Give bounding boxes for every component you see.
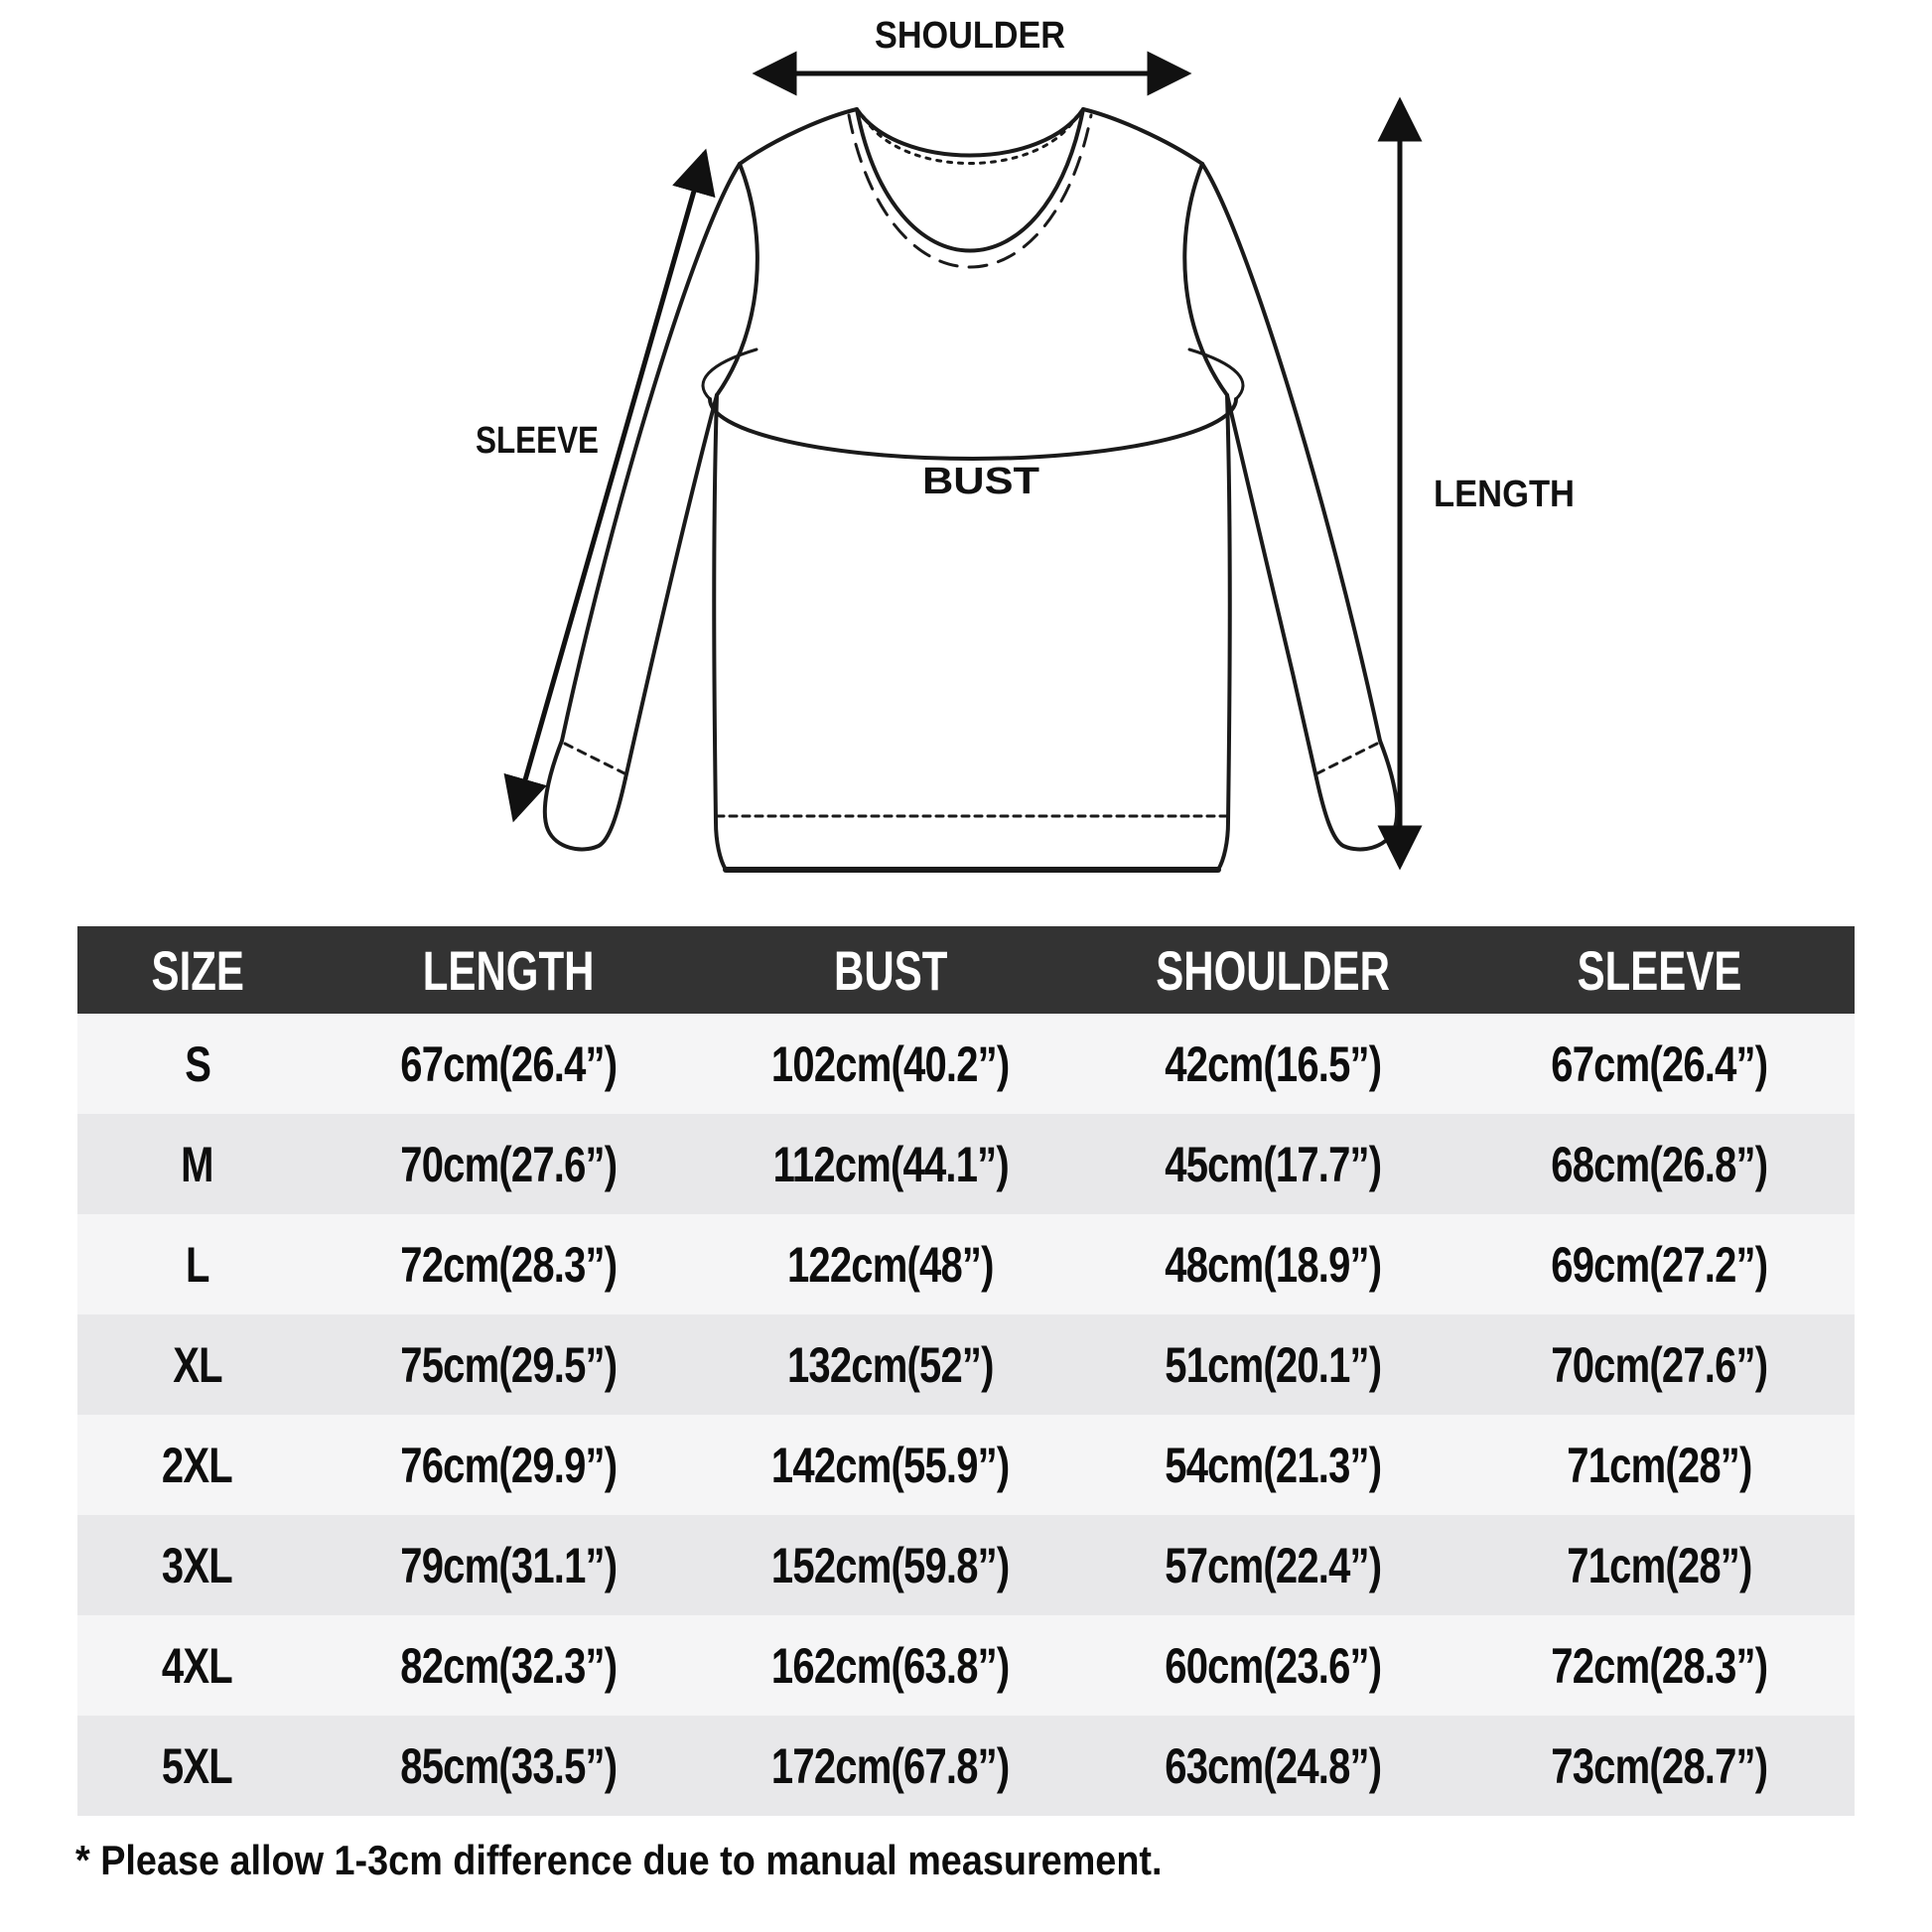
sleeve-value: 73cm(28.7”) [1551, 1737, 1768, 1794]
cell-length [318, 1214, 700, 1314]
table-row-2xl [77, 1415, 1855, 1515]
bust-measure-ellipse [703, 349, 1243, 459]
length-value: 85cm(33.5”) [400, 1737, 618, 1794]
shoulder-value: 45cm(17.7”) [1164, 1136, 1381, 1192]
size-value: S [184, 1035, 210, 1092]
cell-shoulder [1081, 1415, 1463, 1515]
bust-value: 112cm(44.1”) [772, 1136, 1009, 1192]
cell-bust [699, 1615, 1081, 1716]
cell-bust [699, 1314, 1081, 1415]
shoulder-value: 51cm(20.1”) [1164, 1336, 1381, 1393]
cell-length [318, 1014, 700, 1114]
header-bust [699, 926, 1081, 1014]
bust-value: 152cm(59.8”) [771, 1537, 1010, 1593]
table-row-4xl [77, 1615, 1855, 1716]
bust-label: BUST [922, 461, 1039, 502]
cell-length [318, 1515, 700, 1615]
table-row-s [77, 1014, 1855, 1114]
cell-bust [699, 1515, 1081, 1615]
cell-length [318, 1114, 700, 1214]
cell-shoulder [1081, 1114, 1463, 1214]
bust-value: 122cm(48”) [787, 1236, 994, 1293]
size-value: 4XL [162, 1637, 233, 1694]
cell-bust [699, 1014, 1081, 1114]
cell-shoulder [1081, 1014, 1463, 1114]
size-value: XL [173, 1336, 222, 1393]
header-bust-label: BUST [833, 938, 948, 1002]
bust-value: 172cm(67.8”) [771, 1737, 1010, 1794]
table-row-l [77, 1214, 1855, 1314]
shoulder-value: 42cm(16.5”) [1164, 1035, 1381, 1092]
length-value: 75cm(29.5”) [400, 1336, 618, 1393]
shoulder-value: 60cm(23.6”) [1164, 1637, 1381, 1694]
header-shoulder [1081, 926, 1463, 1014]
bust-value: 162cm(63.8”) [771, 1637, 1010, 1694]
size-value: L [186, 1236, 209, 1293]
cell-shoulder [1081, 1314, 1463, 1415]
measurement-disclaimer-text: * Please allow 1-3cm difference due to manual measurement. [75, 1837, 1163, 1883]
bust-value: 142cm(55.9”) [771, 1437, 1010, 1493]
cell-size [77, 1615, 318, 1716]
table-row-m [77, 1114, 1855, 1214]
header-size [77, 926, 318, 1014]
shoulder-value: 54cm(21.3”) [1164, 1437, 1381, 1493]
cell-size [77, 1314, 318, 1415]
bust-value: 102cm(40.2”) [771, 1035, 1010, 1092]
sweatshirt-measurement-diagram [0, 0, 1932, 923]
size-value: 2XL [162, 1437, 233, 1493]
sleeve-value: 67cm(26.4”) [1551, 1035, 1768, 1092]
shoulder-value: 57cm(22.4”) [1164, 1537, 1381, 1593]
sleeve-value: 70cm(27.6”) [1551, 1336, 1768, 1393]
table-row-5xl [77, 1716, 1855, 1816]
sleeve-value: 71cm(28”) [1566, 1537, 1752, 1593]
length-value: 72cm(28.3”) [400, 1236, 618, 1293]
header-length [318, 926, 700, 1014]
sleeve-value: 69cm(27.2”) [1551, 1236, 1768, 1293]
cell-length [318, 1615, 700, 1716]
cell-shoulder [1081, 1515, 1463, 1615]
cell-sleeve [1463, 1014, 1855, 1114]
cell-length [318, 1716, 700, 1816]
length-value: 79cm(31.1”) [400, 1537, 618, 1593]
size-value: M [181, 1136, 214, 1192]
length-label: LENGTH [1434, 474, 1575, 515]
cell-sleeve [1463, 1314, 1855, 1415]
shoulder-value: 63cm(24.8”) [1164, 1737, 1381, 1794]
cell-length [318, 1314, 700, 1415]
measurement-disclaimer [75, 1837, 1863, 1884]
bust-value: 132cm(52”) [787, 1336, 994, 1393]
cell-bust [699, 1415, 1081, 1515]
length-value: 82cm(32.3”) [400, 1637, 618, 1694]
sleeve-value: 68cm(26.8”) [1551, 1136, 1768, 1192]
size-value: 3XL [162, 1537, 233, 1593]
header-sleeve [1463, 926, 1855, 1014]
size-table [77, 926, 1855, 1816]
sleeve-label: SLEEVE [476, 420, 599, 462]
cell-sleeve [1463, 1114, 1855, 1214]
cell-size [77, 1415, 318, 1515]
table-row-3xl [77, 1515, 1855, 1615]
header-size-label: SIZE [151, 938, 244, 1002]
cell-shoulder [1081, 1716, 1463, 1816]
cell-shoulder [1081, 1214, 1463, 1314]
cell-size [77, 1114, 318, 1214]
cell-bust [699, 1716, 1081, 1816]
cell-size [77, 1716, 318, 1816]
cell-bust [699, 1114, 1081, 1214]
header-shoulder-label: SHOULDER [1155, 938, 1390, 1002]
length-value: 70cm(27.6”) [400, 1136, 618, 1192]
cell-sleeve [1463, 1615, 1855, 1716]
shoulder-label: SHOULDER [875, 15, 1065, 57]
sleeve-value: 72cm(28.3”) [1551, 1637, 1768, 1694]
length-value: 67cm(26.4”) [400, 1035, 618, 1092]
size-value: 5XL [162, 1737, 233, 1794]
sleeve-arrow [514, 153, 705, 818]
cell-length [318, 1415, 700, 1515]
cell-size [77, 1214, 318, 1314]
cell-sleeve [1463, 1515, 1855, 1615]
cell-size [77, 1515, 318, 1615]
cell-sleeve [1463, 1415, 1855, 1515]
length-value: 76cm(29.9”) [400, 1437, 618, 1493]
header-length-label: LENGTH [422, 938, 595, 1002]
table-row-xl [77, 1314, 1855, 1415]
sleeve-value: 71cm(28”) [1566, 1437, 1752, 1493]
cell-sleeve [1463, 1716, 1855, 1816]
cell-sleeve [1463, 1214, 1855, 1314]
cell-shoulder [1081, 1615, 1463, 1716]
cell-size [77, 1014, 318, 1114]
header-sleeve-label: SLEEVE [1577, 938, 1741, 1002]
cell-bust [699, 1214, 1081, 1314]
shoulder-value: 48cm(18.9”) [1164, 1236, 1381, 1293]
table-header-row [77, 926, 1855, 1014]
